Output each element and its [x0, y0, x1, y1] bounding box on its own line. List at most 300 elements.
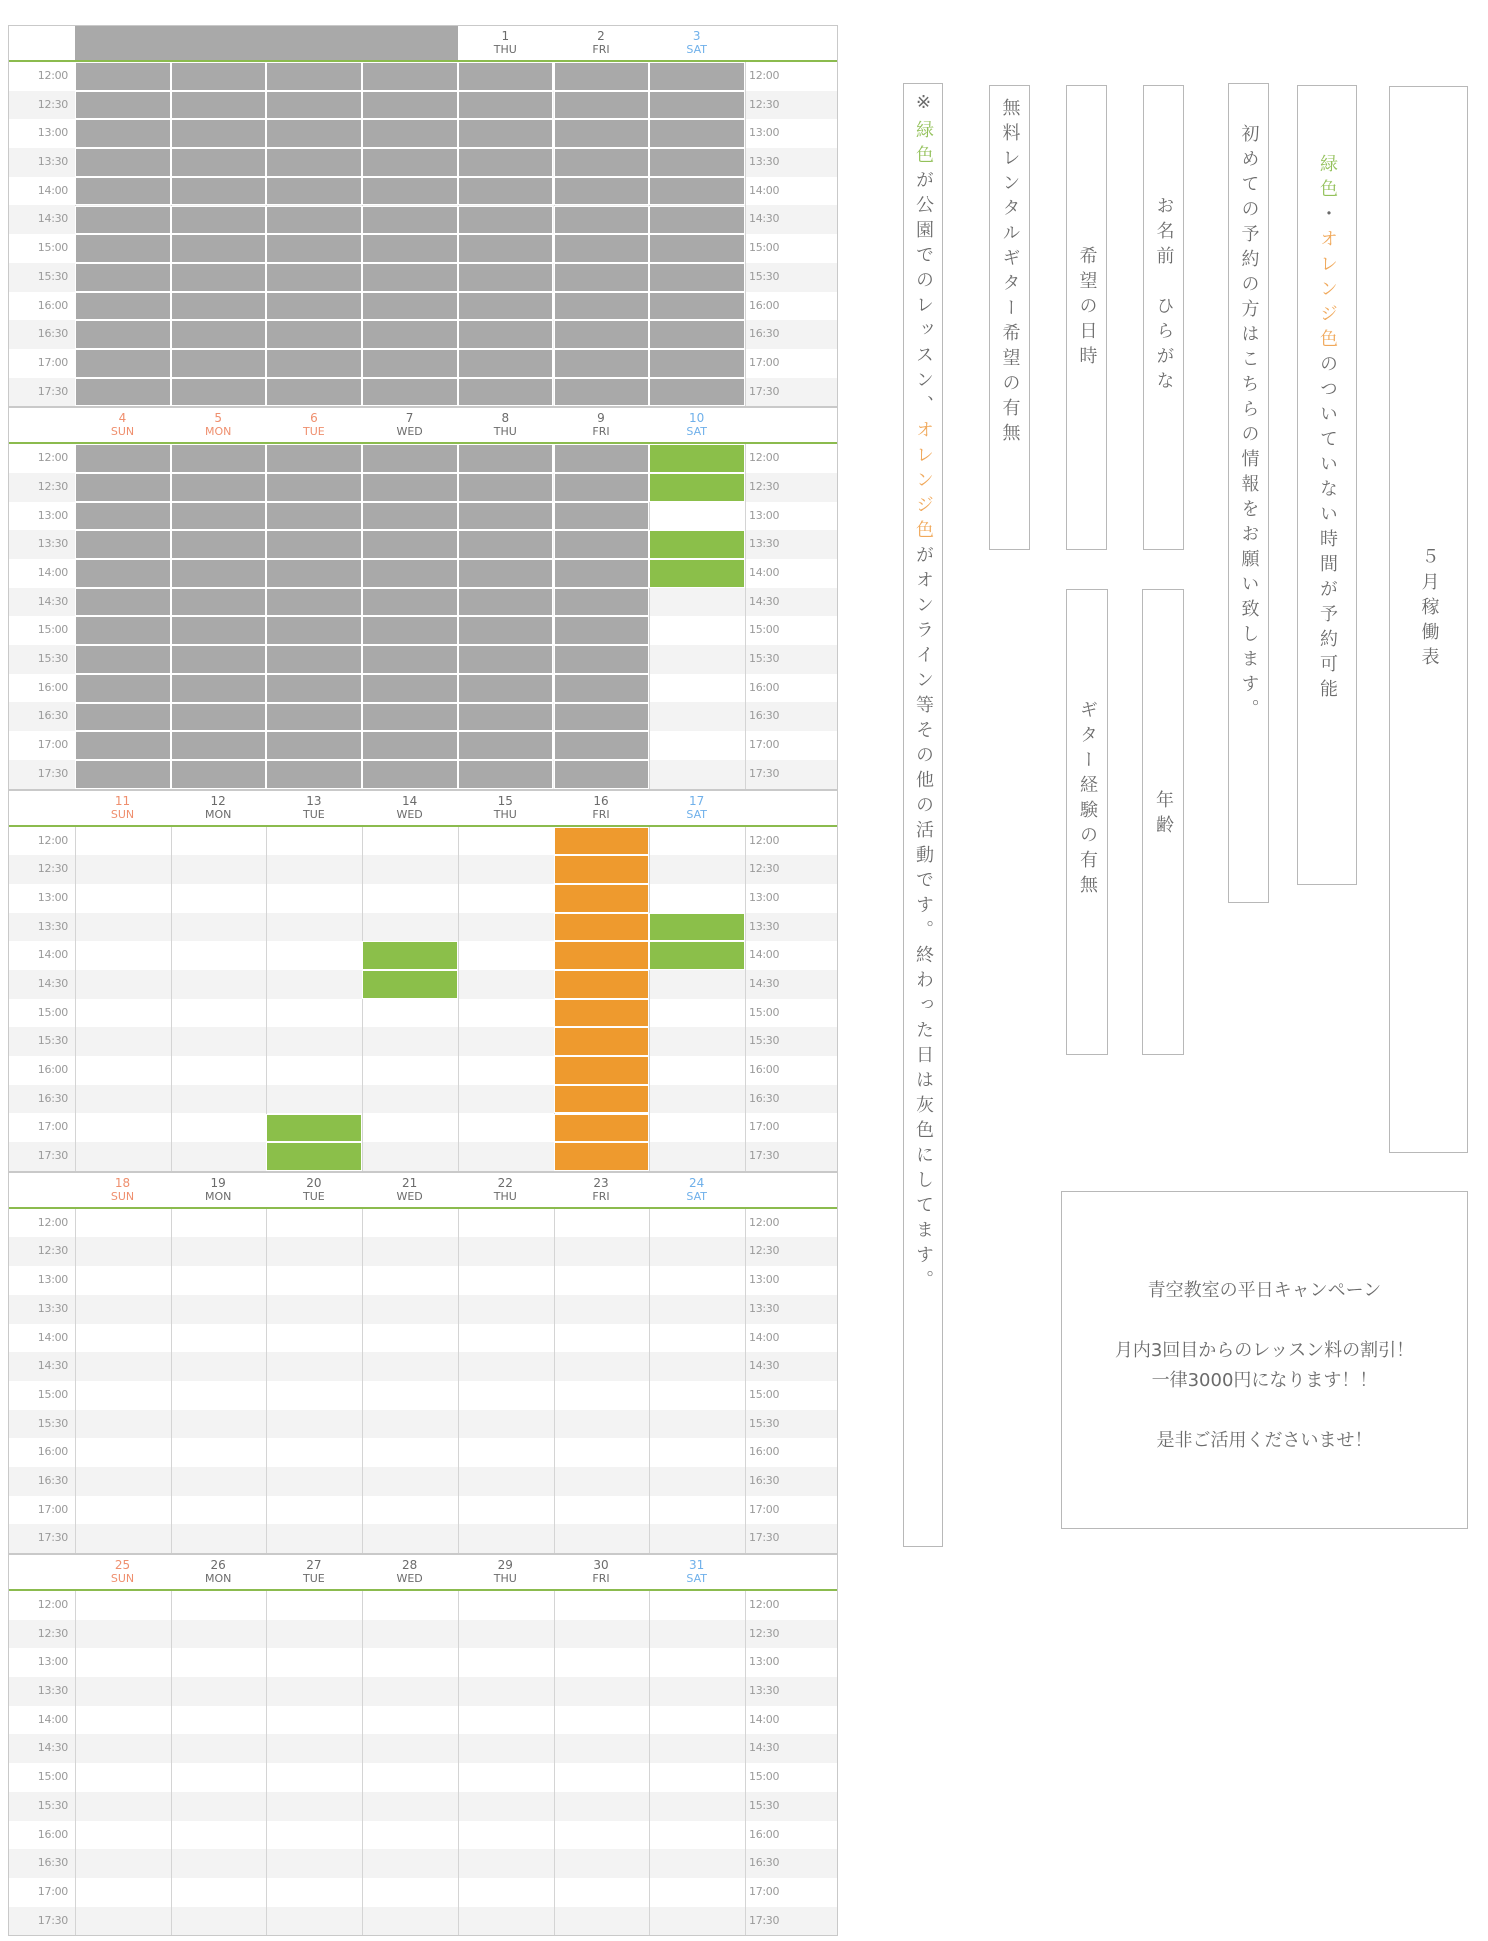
campaign-line-2: 一律3000円になります！！: [1151, 1370, 1378, 1391]
online-activity-slot[interactable]: [554, 1142, 650, 1171]
past-slot: [171, 349, 267, 378]
time-label-right: 12:00: [749, 833, 780, 847]
past-slot: [649, 349, 745, 378]
time-label-left: 12:30: [37, 97, 68, 111]
time-label-left: 17:30: [37, 1149, 68, 1163]
past-slot: [75, 530, 171, 559]
past-slot: [458, 616, 554, 645]
past-slot: [458, 320, 554, 349]
online-activity-slot[interactable]: [554, 970, 650, 999]
time-label-right: 14:00: [749, 566, 780, 579]
past-slot: [362, 703, 458, 732]
time-label-right: 16:00: [749, 1827, 780, 1841]
past-slot: [266, 349, 362, 378]
week-grid: [9, 444, 837, 788]
time-label-right: 13:30: [749, 1684, 780, 1698]
past-slot: [266, 530, 362, 559]
past-slot: [171, 645, 267, 674]
day-header: [649, 791, 744, 825]
past-slot: [266, 473, 362, 502]
past-slot: [266, 645, 362, 674]
day-header: [171, 791, 266, 825]
past-slot: [362, 588, 458, 617]
time-label-left: 13:30: [37, 537, 68, 551]
day-header: [458, 791, 553, 825]
time-label-left: 13:00: [37, 126, 68, 140]
day-name: FRI: [592, 1189, 610, 1203]
time-label-left: 12:00: [37, 833, 68, 847]
park-lesson-slot[interactable]: [649, 559, 745, 588]
time-label-right: 16:30: [749, 1856, 780, 1870]
past-slot: [266, 502, 362, 531]
day-number: 21: [401, 1175, 418, 1190]
grid-line: [75, 1591, 76, 1935]
time-row: [9, 1027, 837, 1056]
time-label-right: 17:30: [749, 766, 780, 780]
preferred-datetime-field[interactable]: 希望の日時: [1066, 85, 1107, 550]
day-number: 3: [692, 29, 701, 43]
time-label-left: 16:00: [37, 1827, 68, 1841]
day-name: SAT: [686, 425, 707, 439]
time-label-left: 13:00: [37, 890, 68, 904]
day-name: SAT: [686, 807, 707, 821]
past-slot: [171, 703, 267, 732]
past-slot: [75, 760, 171, 789]
time-row: [9, 1324, 837, 1353]
day-number: 9: [597, 411, 605, 426]
day-header: [458, 1173, 553, 1207]
past-slot: [649, 234, 745, 263]
day-name: FRI: [592, 425, 610, 439]
day-name: THU: [493, 807, 517, 821]
park-lesson-slot[interactable]: [649, 444, 745, 473]
past-slot: [171, 234, 267, 263]
time-label-right: 14:30: [749, 1359, 780, 1373]
past-slot: [554, 731, 650, 760]
day-name: WED: [396, 1189, 423, 1203]
past-slot: [458, 378, 554, 407]
weekday-campaign-box: [1061, 1191, 1468, 1529]
day-number: 29: [497, 1558, 513, 1572]
day-number: 13: [306, 793, 322, 808]
time-label-right: 17:00: [749, 1884, 780, 1898]
time-row: [9, 884, 837, 913]
time-label-right: 15:00: [749, 1387, 780, 1401]
day-header: [649, 1555, 744, 1589]
time-row: [9, 1352, 837, 1381]
grid-line: [554, 1591, 555, 1935]
time-label-right: 12:30: [749, 479, 780, 493]
online-activity-slot[interactable]: [554, 999, 650, 1028]
time-label-right: 15:30: [749, 1798, 780, 1812]
past-slot: [75, 731, 171, 760]
guitar-rental-field[interactable]: 無料レンタルギター希望の有無: [989, 85, 1030, 550]
time-label-left: 12:30: [37, 479, 68, 493]
time-label-right: 17:00: [749, 1120, 780, 1134]
past-slot: [458, 292, 554, 321]
guitar-experience-field[interactable]: ギター経験の有無: [1066, 589, 1108, 1055]
time-label-right: 12:30: [749, 1626, 780, 1640]
time-label-right: 17:30: [749, 1531, 780, 1545]
online-activity-slot[interactable]: [554, 1027, 650, 1056]
time-row: [9, 1878, 837, 1907]
time-label-left: 17:00: [37, 738, 68, 752]
time-label-right: 15:30: [749, 269, 780, 283]
day-name: TUE: [303, 425, 325, 439]
day-number: 30: [593, 1558, 609, 1572]
past-slot: [362, 206, 458, 235]
past-slot: [554, 206, 650, 235]
time-label-left: 17:30: [37, 384, 68, 398]
day-name: SAT: [686, 1189, 707, 1203]
past-slot: [554, 378, 650, 407]
time-label-left: 12:00: [37, 1598, 68, 1611]
day-number: 14: [401, 793, 418, 808]
past-slot: [554, 473, 650, 502]
day-name: MON: [204, 425, 232, 439]
past-slot: [171, 588, 267, 617]
grid-line: [458, 1591, 459, 1935]
park-lesson-slot[interactable]: [362, 970, 458, 999]
day-number: 20: [306, 1175, 322, 1190]
past-slot: [458, 502, 554, 531]
grid-line: [554, 1209, 555, 1553]
weekly-calendar: [8, 25, 838, 1936]
day-name: SUN: [110, 807, 135, 821]
grid-line: [458, 827, 459, 1171]
time-row: [9, 1792, 837, 1821]
past-slot: [75, 616, 171, 645]
past-slot: [75, 674, 171, 703]
online-activity-slot[interactable]: [554, 1114, 650, 1143]
time-label-left: 14:30: [37, 212, 68, 226]
week-grid: [9, 62, 837, 406]
past-slot: [75, 292, 171, 321]
past-slot: [554, 349, 650, 378]
time-row: [9, 1706, 837, 1735]
grid-line: [75, 1209, 76, 1553]
past-slot: [362, 760, 458, 789]
time-label-left: 14:00: [37, 566, 68, 579]
day-name: FRI: [592, 43, 610, 56]
day-header: [362, 408, 457, 442]
time-label-left: 17:00: [37, 355, 68, 369]
past-slot: [75, 91, 171, 120]
past-slot: [75, 234, 171, 263]
week-header: [9, 1555, 837, 1591]
calendar-week: [8, 790, 838, 1172]
time-label-left: 13:30: [37, 155, 68, 169]
day-name: THU: [493, 1189, 517, 1203]
park-lesson-slot[interactable]: [266, 1142, 362, 1171]
time-label-right: 12:00: [749, 1598, 780, 1611]
past-slot: [75, 206, 171, 235]
time-label-right: 16:30: [749, 709, 780, 723]
past-slot: [171, 62, 267, 91]
time-label-left: 14:30: [37, 976, 68, 990]
past-slot: [458, 148, 554, 177]
past-slot: [171, 263, 267, 292]
time-row: [9, 1410, 837, 1439]
time-label-right: 14:30: [749, 1741, 780, 1755]
day-header: [171, 1173, 266, 1207]
time-label-left: 15:30: [37, 1034, 68, 1048]
available-times-note: 緑色・オレンジ色のついていない時間が予約可能: [1297, 85, 1357, 885]
time-row: [9, 1620, 837, 1649]
past-slot: [649, 263, 745, 292]
day-name: THU: [493, 1572, 517, 1585]
past-slot: [75, 559, 171, 588]
day-number: 7: [405, 411, 414, 426]
time-label-left: 16:30: [37, 327, 68, 341]
time-label-right: 14:30: [749, 976, 780, 990]
past-slot: [458, 91, 554, 120]
online-activity-slot[interactable]: [554, 884, 650, 913]
past-slot: [75, 119, 171, 148]
day-header: [554, 408, 649, 442]
time-label-right: 13:30: [749, 155, 780, 169]
week-grid: [9, 827, 837, 1171]
past-slot: [171, 320, 267, 349]
time-label-left: 14:30: [37, 1741, 68, 1755]
time-row: [9, 855, 837, 884]
past-slot: [75, 645, 171, 674]
time-row: [9, 1209, 837, 1238]
time-row: [9, 1237, 837, 1266]
past-slot: [266, 206, 362, 235]
time-label-left: 13:30: [37, 1301, 68, 1315]
past-slot: [266, 119, 362, 148]
past-slot: [554, 292, 650, 321]
calendar-week: [8, 25, 838, 407]
time-label-left: 16:00: [37, 680, 68, 694]
day-name: WED: [396, 807, 423, 821]
day-header: [266, 791, 361, 825]
grid-line: [649, 1209, 650, 1553]
past-slot: [554, 645, 650, 674]
past-slot: [554, 616, 650, 645]
past-slot: [554, 148, 650, 177]
past-slot: [458, 119, 554, 148]
time-label-left: 15:30: [37, 1798, 68, 1812]
day-name: SUN: [110, 425, 135, 439]
past-slot: [362, 119, 458, 148]
park-lesson-slot[interactable]: [266, 1114, 362, 1143]
past-slot: [266, 760, 362, 789]
day-number: 8: [501, 411, 510, 426]
past-slot: [266, 177, 362, 206]
time-label-left: 12:30: [37, 862, 68, 876]
time-label-left: 16:30: [37, 709, 68, 723]
time-label-right: 14:00: [749, 1712, 780, 1726]
time-label-right: 16:00: [749, 680, 780, 694]
day-header: [362, 1555, 457, 1589]
online-activity-slot[interactable]: [554, 855, 650, 884]
grid-line: [745, 444, 746, 788]
past-slot: [649, 119, 745, 148]
past-slot: [362, 320, 458, 349]
past-slot: [554, 444, 650, 473]
time-row: [9, 1907, 837, 1936]
past-slot: [75, 378, 171, 407]
time-label-right: 13:00: [749, 1273, 780, 1287]
time-label-left: 13:00: [37, 508, 68, 522]
time-label-left: 15:00: [37, 1387, 68, 1401]
past-slot: [458, 645, 554, 674]
time-label-left: 17:30: [37, 1913, 68, 1927]
past-slot: [458, 731, 554, 760]
time-row: [9, 1113, 837, 1142]
past-slot: [649, 148, 745, 177]
past-slot: [554, 263, 650, 292]
week-header: [9, 408, 837, 444]
time-label-right: 13:30: [749, 537, 780, 551]
time-label-left: 17:00: [37, 1120, 68, 1134]
past-slot: [554, 674, 650, 703]
online-activity-slot[interactable]: [554, 941, 650, 970]
past-slot: [554, 320, 650, 349]
day-name: THU: [493, 425, 517, 439]
past-slot: [554, 177, 650, 206]
time-label-right: 13:30: [749, 919, 780, 933]
past-slot: [554, 559, 650, 588]
past-slot: [458, 588, 554, 617]
past-slot: [458, 206, 554, 235]
grid-line: [362, 1209, 363, 1553]
past-slot: [362, 91, 458, 120]
past-slot: [75, 502, 171, 531]
calendar-week: [8, 1172, 838, 1554]
day-name: MON: [204, 1189, 232, 1203]
day-number: 17: [689, 793, 705, 808]
past-slot: [362, 616, 458, 645]
day-header: [554, 1173, 649, 1207]
age-field[interactable]: 年齢: [1142, 589, 1184, 1055]
time-label-left: 15:30: [37, 269, 68, 283]
day-name: SUN: [110, 1189, 135, 1203]
past-slot: [554, 91, 650, 120]
past-slot: [554, 760, 650, 789]
online-activity-slot[interactable]: [554, 1085, 650, 1114]
past-slot: [75, 177, 171, 206]
time-label-left: 16:00: [37, 1063, 68, 1076]
past-slot: [266, 616, 362, 645]
day-name: WED: [396, 425, 423, 439]
past-slot: [266, 320, 362, 349]
online-activity-slot[interactable]: [554, 1056, 650, 1085]
park-lesson-slot[interactable]: [649, 941, 745, 970]
past-slot: [266, 588, 362, 617]
time-row: [9, 999, 837, 1028]
time-label-right: 17:00: [749, 1502, 780, 1516]
time-label-left: 13:30: [37, 919, 68, 933]
past-slot: [75, 703, 171, 732]
time-label-right: 12:00: [749, 69, 780, 82]
grid-line: [266, 1209, 267, 1553]
time-label-left: 12:30: [37, 1244, 68, 1258]
day-header: [75, 791, 170, 825]
time-label-left: 15:30: [37, 1416, 68, 1430]
time-label-left: 16:00: [37, 1445, 68, 1459]
time-row: [9, 1381, 837, 1410]
past-slot: [362, 731, 458, 760]
park-lesson-slot[interactable]: [649, 473, 745, 502]
past-slot: [266, 148, 362, 177]
time-label-right: 16:30: [749, 327, 780, 341]
day-number: 31: [689, 1558, 705, 1572]
day-number: 23: [593, 1175, 609, 1190]
past-slot: [362, 349, 458, 378]
time-label-left: 16:30: [37, 1091, 68, 1105]
time-label-left: 12:00: [37, 1215, 68, 1229]
week-header: [9, 26, 837, 62]
grid-line: [649, 827, 650, 1171]
time-label-right: 15:30: [749, 1416, 780, 1430]
time-label-right: 17:00: [749, 355, 780, 369]
past-slot: [362, 674, 458, 703]
past-slot: [171, 760, 267, 789]
grid-line: [745, 827, 746, 1171]
day-name: TUE: [303, 807, 325, 821]
online-activity-slot[interactable]: [554, 913, 650, 942]
park-lesson-slot[interactable]: [649, 913, 745, 942]
grid-line: [745, 1591, 746, 1935]
day-name: WED: [396, 1572, 423, 1585]
past-slot: [171, 378, 267, 407]
past-slot: [171, 292, 267, 321]
time-row: [9, 827, 837, 856]
park-lesson-slot[interactable]: [649, 530, 745, 559]
past-slot: [171, 91, 267, 120]
past-slot: [362, 444, 458, 473]
legend-note: ※緑色が公園でのレッスン、オレンジ色がオンライン等その他の活動です。終わった日は灰色にしてます。: [903, 83, 943, 1547]
past-slot: [266, 91, 362, 120]
day-name: MON: [204, 1572, 232, 1585]
day-header: [458, 408, 553, 442]
past-slot: [649, 292, 745, 321]
week-grid: [9, 1209, 837, 1553]
campaign-line-1: 月内3回目からのレッスン料の割引！: [1114, 1340, 1415, 1361]
past-slot: [362, 559, 458, 588]
past-slot: [458, 559, 554, 588]
day-number: 24: [689, 1175, 705, 1190]
time-label-left: 17:30: [37, 1531, 68, 1545]
past-slot: [458, 62, 554, 91]
day-header: [75, 408, 170, 442]
time-row: [9, 1266, 837, 1295]
past-slot: [171, 731, 267, 760]
past-slot: [171, 444, 267, 473]
time-label-right: 17:30: [749, 1149, 780, 1163]
online-activity-slot[interactable]: [554, 827, 650, 856]
time-label-right: 16:30: [749, 1473, 780, 1487]
day-name: FRI: [592, 1572, 610, 1585]
past-slot: [266, 444, 362, 473]
day-number: 10: [689, 411, 705, 426]
time-label-right: 17:30: [749, 384, 780, 398]
day-number: 12: [210, 793, 226, 808]
past-slot: [266, 674, 362, 703]
time-label-left: 15:00: [37, 241, 68, 255]
park-lesson-slot[interactable]: [362, 941, 458, 970]
name-hiragana-field[interactable]: お名前 ひらがな: [1143, 85, 1184, 550]
day-header: [171, 408, 266, 442]
past-slot: [554, 502, 650, 531]
past-slot: [554, 703, 650, 732]
day-header: [649, 408, 744, 442]
time-label-right: 12:00: [749, 1215, 780, 1229]
past-days-block: [75, 26, 458, 60]
